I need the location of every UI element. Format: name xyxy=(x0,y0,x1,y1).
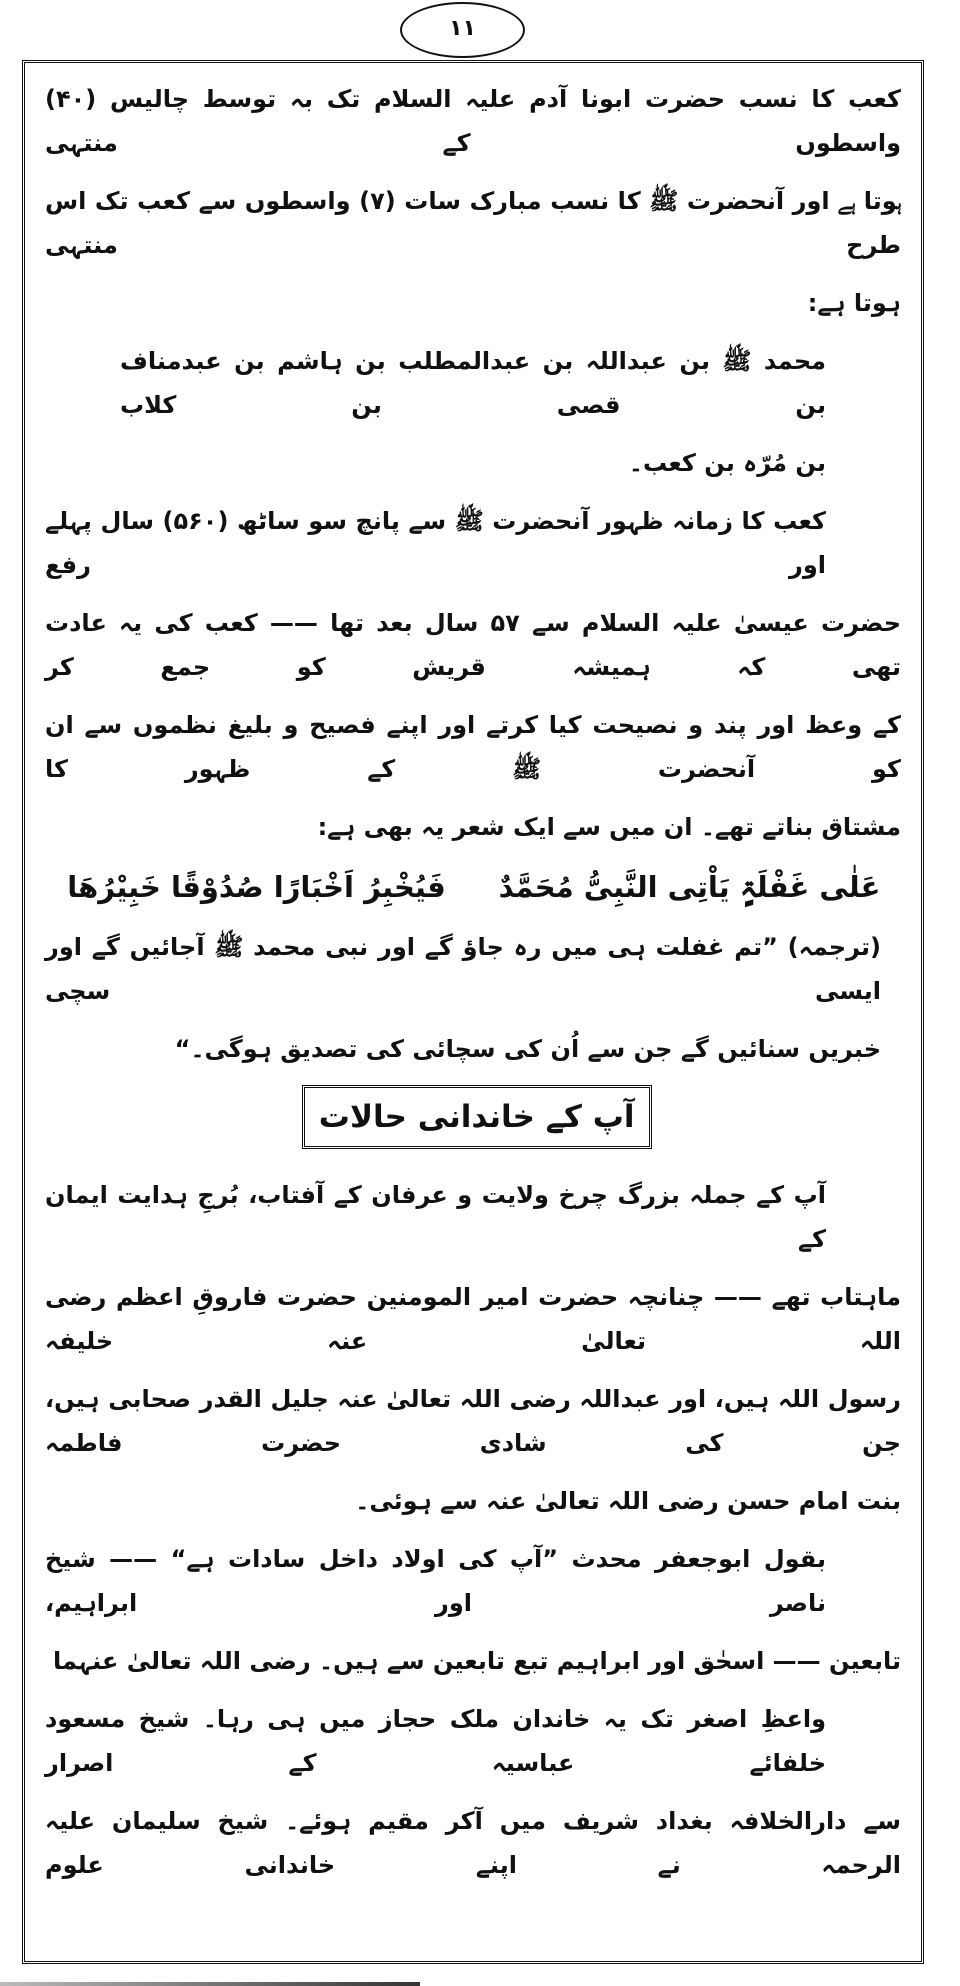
text-line: واعظِ اصغر تک یہ خاندان ملک حجاز میں ہی رہا۔ شیخ مسعود خلفائے عباسیہ کے اصرار xyxy=(45,1705,826,1777)
text-line: ہوتا ہے: xyxy=(807,289,901,317)
page-header xyxy=(0,0,960,60)
text-line: بنت امام حسن رضی اللہ تعالیٰ عنہ سے ہوئی۔ xyxy=(355,1487,901,1515)
text-line: تابعین —— اسحٰق اور ابراہیم تبع تابعین سے ہیں۔ رضی اللہ تعالیٰ عنہما xyxy=(52,1647,901,1675)
text-line: بقول ابوجعفر محدث ”آپ کی اولاد داخل سادات ہے“ —— شیخ ناصر اور ابراہیم، xyxy=(45,1545,826,1617)
page-number: ۱۱ xyxy=(400,2,525,58)
text-line: ماہتاب تھے —— چنانچہ حضرت امیر المومنین حضرت فاروقِ اعظم رضی اللہ تعالیٰ عنہ خلیفہ xyxy=(45,1283,901,1355)
couplet-second-hemistich: فَیُخْبِرُ اَخْبَارًا صُدُوْقًا خَبِیْرُهَا xyxy=(67,870,446,904)
page-border xyxy=(22,60,924,1964)
translation-line: خبریں سنائیں گے جن سے اُن کی سچائی کی تصدیق ہوگی۔“ xyxy=(174,1035,881,1063)
text-line: کے وعظ اور پند و نصیحت کیا کرتے اور اپنے فصیح و بلیغ نظموں سے ان کو آنحضرت ﷺ کے ظہور کا xyxy=(45,711,901,783)
scan-edge xyxy=(0,1982,420,1986)
section-heading: آپ کے خاندانی حالات xyxy=(302,1085,652,1149)
text-line: سے دارالخلافہ بغداد شریف میں آکر مقیم ہوئے۔ شیخ سلیمان علیہ الرحمہ نے اپنے خاندانی علوم xyxy=(45,1807,901,1879)
text-line: کعب کا نسب حضرت ابونا آدم علیہ السلام تک بہ توسط چالیس (۴۰) واسطوں کے منتہی xyxy=(45,85,901,157)
text-line: رسول اللہ ہیں، اور عبداللہ رضی اللہ تعالیٰ عنہ جلیل القدر صحابی ہیں، جن کی شادی حضرت فاطمہ xyxy=(45,1385,901,1457)
couplet-first-hemistich: عَلٰی غَفْلَۃٍ یَاْتِی النَّبِیُّ مُحَمَّدٌ xyxy=(498,870,881,904)
section-heading-row xyxy=(45,1085,901,1149)
text-line: بن مُرّہ بن کعب۔ xyxy=(628,449,826,477)
text-line: کعب کا زمانہ ظہور آنحضرت ﷺ سے پانچ سو ساٹھ (۵۶۰) سال پہلے اور رفع xyxy=(45,507,826,579)
couplet xyxy=(45,863,901,911)
text-line: آپ کے جملہ بزرگ چرخ ولایت و عرفان کے آفتاب، بُرجِ ہدایت ایمان کے xyxy=(45,1181,826,1253)
translation-line: (ترجمہ) ”تم غفلت ہی میں رہ جاؤ گے اور نبی محمد ﷺ آجائیں گے اور ایسی سچی xyxy=(45,933,881,1005)
text-line: ہوتا ہے اور آنحضرت ﷺ کا نسب مبارک سات (۷) واسطوں سے کعب تک اس طرح منتہی xyxy=(45,187,901,259)
text-line: محمد ﷺ بن عبداللہ بن عبدالمطلب بن ہاشم بن عبدمناف بن قصی بن کلاب xyxy=(120,347,826,419)
text-line: حضرت عیسیٰ علیہ السلام سے ۵۷ سال بعد تھا —— کعب کی یہ عادت تھی کہ ہمیشہ قریش کو جمع کر xyxy=(45,609,901,681)
text-line: مشتاق بناتے تھے۔ ان میں سے ایک شعر یہ بھی ہے: xyxy=(317,813,901,841)
